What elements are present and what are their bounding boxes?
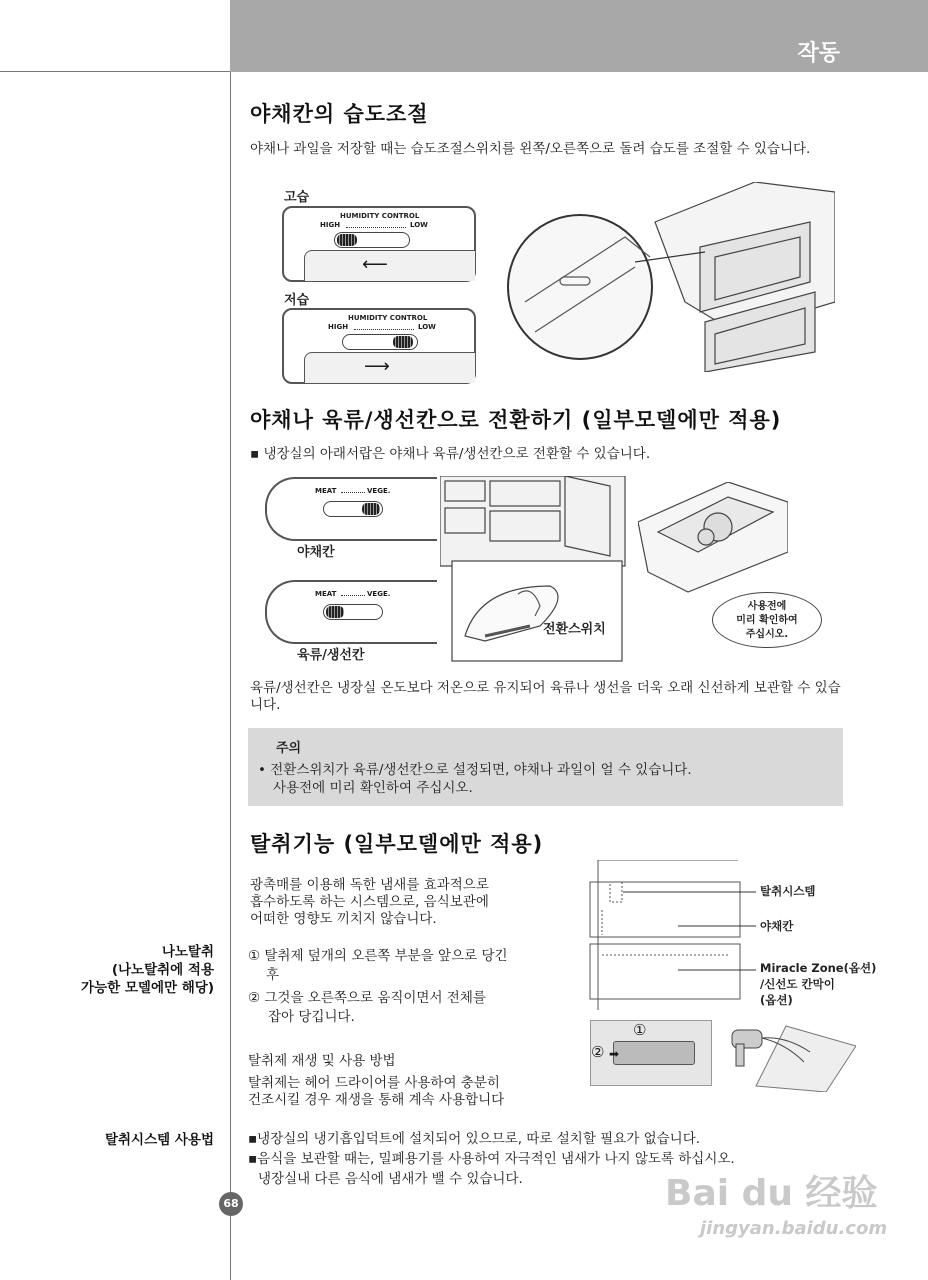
header-rule (0, 71, 230, 72)
regen-body (248, 1075, 504, 1109)
section-title: 작동 (797, 41, 840, 66)
vege-label: 야채칸 (297, 545, 335, 560)
step-line: ② 그것을 오른쪽으로 움직이면서 전체를 (248, 990, 486, 1006)
step-line: ① 탈취제 덮개의 오른쪽 부분을 앞으로 당긴 (248, 948, 508, 964)
switch-body: 육류/생선칸은 냉장실 온도보다 저온으로 유지되어 육류나 생선을 더욱 오래 신선하게 보관할 수 있습니다. (250, 680, 841, 713)
arrow-right-icon: ➡ (609, 1047, 620, 1061)
scale-low: LOW (418, 323, 436, 331)
scale-high: HIGH (328, 323, 349, 331)
intro-line: 흡수하도록 하는 시스템으로, 음식보관에 (250, 894, 489, 910)
humidity-body: 야채나 과일을 저장할 때는 습도조절스위치를 왼쪽/오른쪽으로 돌려 습도를 조절할 수 있습니다. (250, 141, 811, 157)
switch-knob[interactable] (362, 503, 380, 515)
diagram-label: /신선도 칸막이 (760, 977, 835, 991)
deodor-heading: 탈취기능 (일부모델에만 적용) (250, 832, 544, 856)
switch-bullet: ▪ 냉장실의 아래서랍은 야채나 육류/생선칸으로 전환할 수 있습니다. (250, 446, 651, 462)
control-title: HUMIDITY CONTROL (340, 212, 420, 220)
intro-line: 광촉매를 이용해 독한 냄새를 효과적으로 (250, 877, 489, 893)
sidebar-line: 가능한 모델에만 해당) (81, 980, 214, 996)
humidity-panel-high (282, 206, 476, 282)
scale-dots (354, 329, 414, 330)
deodor-intro (250, 877, 489, 928)
crisper-illustration (505, 182, 835, 372)
circle-one: ① (633, 1021, 647, 1039)
switch-knob[interactable] (326, 606, 344, 618)
compartment-diagram (578, 860, 758, 1010)
humidity-slider[interactable] (334, 232, 410, 248)
usage-line: ▪냉장실의 냉기흡입덕트에 설치되어 있으므로, 따로 설치할 필요가 없습니다. (248, 1131, 701, 1147)
filter-removal-illustration (590, 1020, 712, 1086)
usage-line: ▪음식을 보관할 때는, 밀폐용기를 사용하여 자극적인 냄새가 나지 않도록 하십시오. (248, 1151, 735, 1167)
scale-meat: MEAT (315, 487, 337, 495)
bubble-line: 미리 확인하여 (736, 615, 798, 626)
diagram-label: 탈취시스템 (760, 884, 816, 898)
warning-bubble (712, 592, 822, 648)
drawer-front (304, 250, 475, 281)
sidebar-line: (나노탈취에 적용 (111, 962, 214, 978)
regen-line: 건조시킬 경우 재생을 통해 계속 사용합니다 (248, 1092, 505, 1108)
slider-knob[interactable] (337, 234, 357, 246)
scale-meat: MEAT (315, 590, 337, 598)
arrow-left-icon: ⟵ (362, 254, 388, 275)
slider-knob[interactable] (393, 336, 413, 348)
scale-high: HIGH (320, 221, 341, 229)
sidebar-usage: 탈취시스템 사용법 (104, 1132, 214, 1148)
bubble-line: 주십시오. (745, 629, 789, 640)
hair-dryer-illustration (726, 1016, 856, 1092)
switch-callout: 전환스위치 (543, 622, 606, 637)
regen-line: 탈취제는 헤어 드라이어를 사용하여 충분히 (248, 1075, 500, 1091)
switch-heading: 야채나 육류/생선칸으로 전환하기 (일부모델에만 적용) (250, 408, 782, 432)
sidebar-line: 나노탈취 (161, 944, 214, 960)
scale-low: LOW (410, 221, 428, 229)
scale-dots (341, 595, 365, 596)
sidebar-nano (81, 943, 214, 997)
diagram-label-group (760, 960, 876, 1008)
diagram-label: (옵션) (760, 993, 793, 1007)
switch-panel-meat (265, 580, 437, 644)
fridge-interior-illustration (440, 476, 630, 666)
step-1 (248, 947, 508, 985)
watermark-url: jingyan.baidu.com (700, 1218, 888, 1239)
watermark-logo: Bai du 经验 (665, 1173, 878, 1214)
caution-line: • 전환스위치가 육류/생선칸으로 설정되면, 야채나 과일이 얼 수 있습니다. (258, 762, 692, 778)
humidity-heading: 야채칸의 습도조절 (250, 102, 429, 126)
scale-vege: VEGE. (367, 590, 391, 598)
meat-vege-switch[interactable] (323, 604, 383, 620)
margin-rule (230, 72, 231, 1280)
step-line: 잡아 당깁니다. (268, 1009, 355, 1025)
arrow-right-icon: ⟶ (364, 356, 390, 377)
humidity-panel-low (282, 308, 476, 384)
humidity-slider[interactable] (342, 334, 418, 350)
intro-line: 어떠한 영향도 끼치지 않습니다. (250, 911, 437, 927)
step-2 (248, 989, 486, 1027)
step-line: 후 (266, 967, 280, 983)
meat-label: 육류/생선칸 (297, 648, 365, 663)
circle-two: ② (591, 1043, 605, 1061)
scale-dots (341, 492, 365, 493)
scale-vege: VEGE. (367, 487, 391, 495)
control-title: HUMIDITY CONTROL (348, 314, 428, 322)
caution-line: 사용전에 미리 확인하여 주십시오. (273, 780, 473, 796)
usage-line: 냉장실내 다른 음식에 냄새가 밸 수 있습니다. (258, 1171, 523, 1187)
regen-heading: 탈취제 재생 및 사용 방법 (248, 1053, 396, 1069)
filter-cover (613, 1041, 695, 1065)
diagram-label: Miracle Zone(옵션) (760, 961, 877, 975)
page-number: 68 (219, 1192, 243, 1216)
meat-vege-switch[interactable] (323, 501, 383, 517)
caution-title: 주의 (276, 741, 302, 756)
switch-panel-vege (265, 477, 437, 541)
low-humidity-label: 저습 (284, 293, 310, 308)
scale-dots (346, 227, 406, 228)
high-humidity-label: 고습 (284, 190, 310, 205)
diagram-label: 야채칸 (760, 919, 794, 933)
bubble-line: 사용전에 (747, 601, 787, 612)
